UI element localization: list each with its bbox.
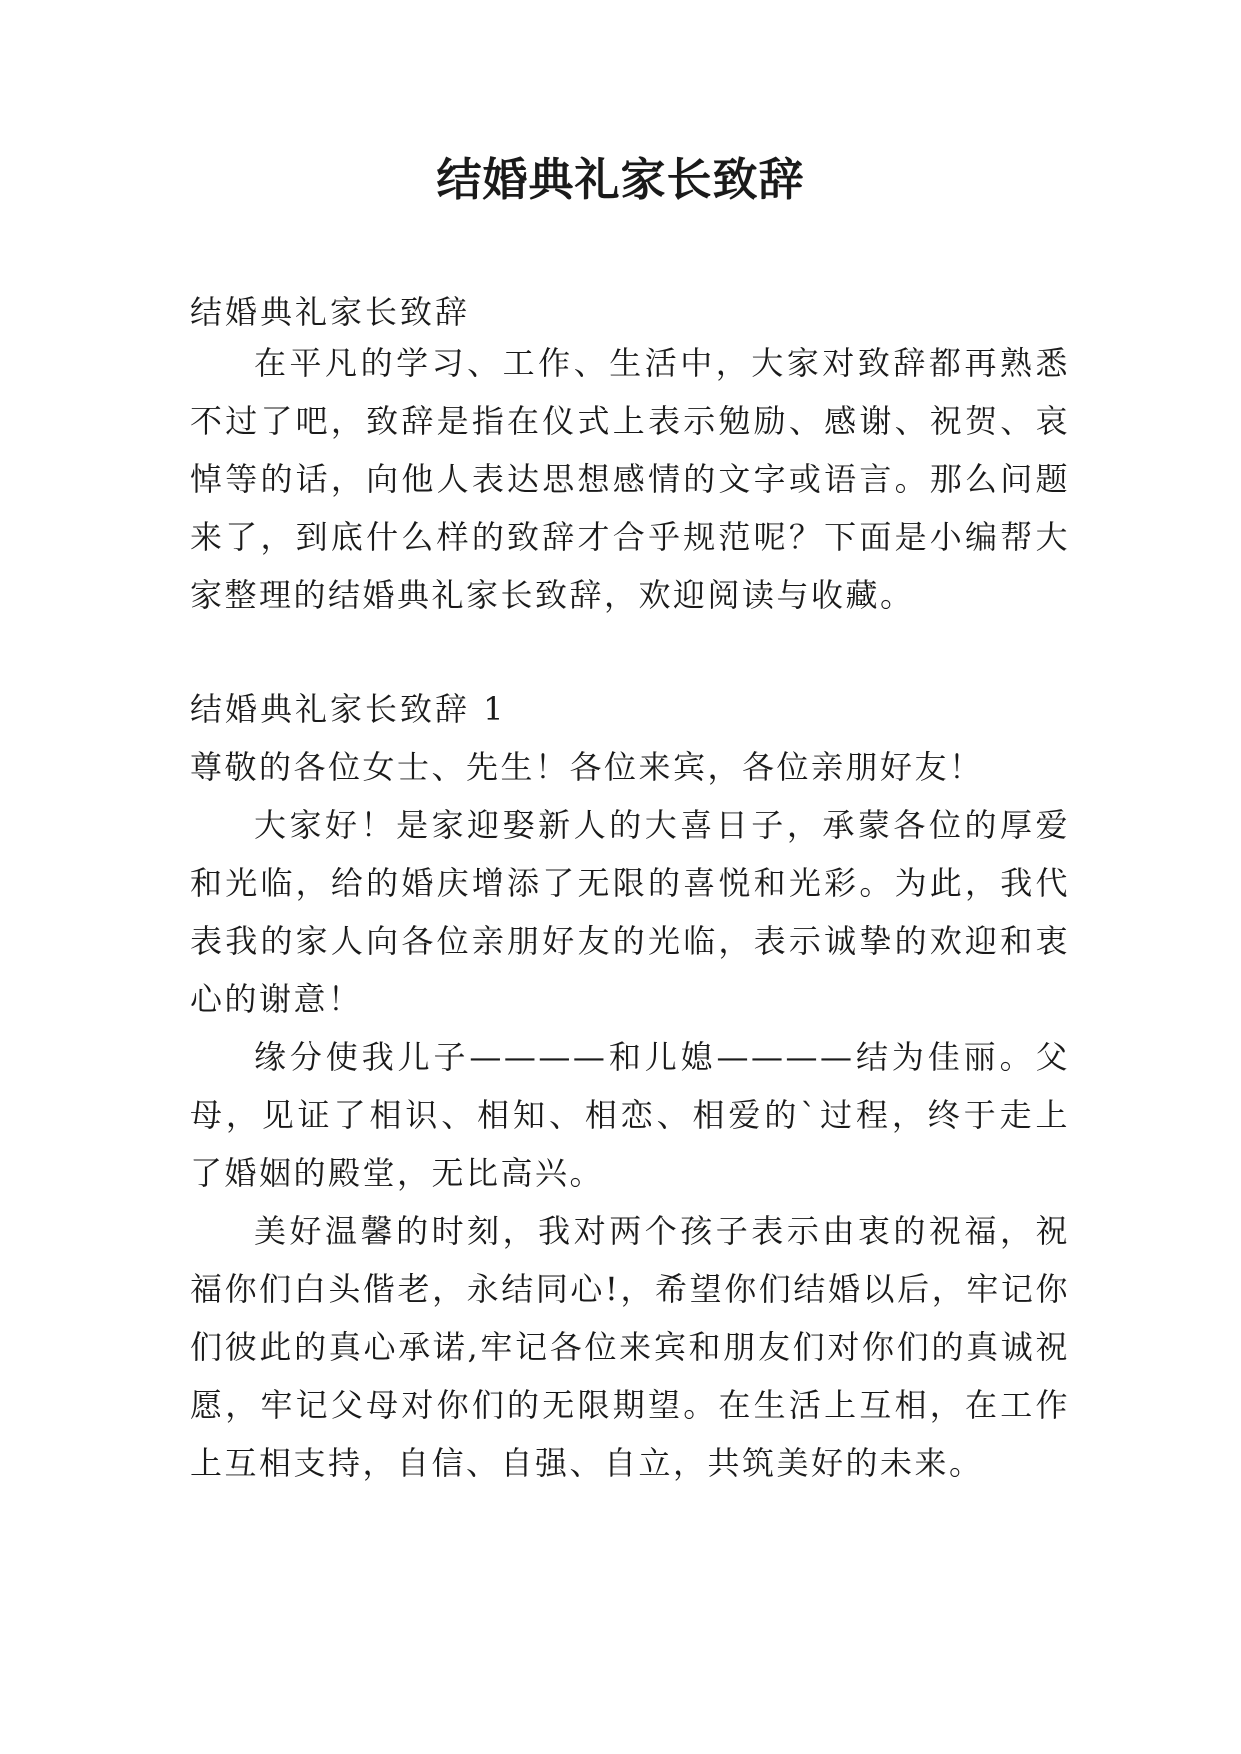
document-title: 结婚典礼家长致辞 [436,153,805,206]
body-paragraph: 缘分使我儿子————和儿媳————结为佳丽。父母，见证了相识、相知、相恋、相爱的`过程，终于走上了婚姻的殿堂，无比高兴。 [190,1038,1070,1192]
body-paragraph: 美好温馨的时刻，我对两个孩子表示由衷的祝福，祝福你们白头偕老，永结同心!，希望你们结婚以后，牢记你们彼此的真心承诺,牢记各位来宾和朋友们对你们的真诚祝愿，牢记父母对你们的无限期望。在生活上互相，在工作上互相支持，自信、自强、自立，共筑美好的未来。 [190,1212,1070,1482]
greeting-line: 尊敬的各位女士、先生！各位来宾，各位亲朋好友！ [190,748,984,786]
document-body [190,290,1070,1492]
section-heading: 结婚典礼家长致辞 1 [190,690,507,728]
intro-paragraph: 在平凡的学习、工作、生活中，大家对致辞都再熟悉不过了吧，致辞是指在仪式上表示勉励、感谢、祝贺、哀悼等的话，向他人表达思想感情的文字或语言。那么问题来了，到底什么样的致辞才合乎规范呢？下面是小编帮大家整理的结婚典礼家长致辞，欢迎阅读与收藏。 [190,344,1070,614]
body-paragraph: 大家好！是家迎娶新人的大喜日子，承蒙各位的厚爱和光临，给的婚庆增添了无限的喜悦和光彩。为此，我代表我的家人向各位亲朋好友的光临，表示诚挚的欢迎和衷心的谢意！ [190,806,1070,1018]
document-subtitle: 结婚典礼家长致辞 [190,293,471,331]
